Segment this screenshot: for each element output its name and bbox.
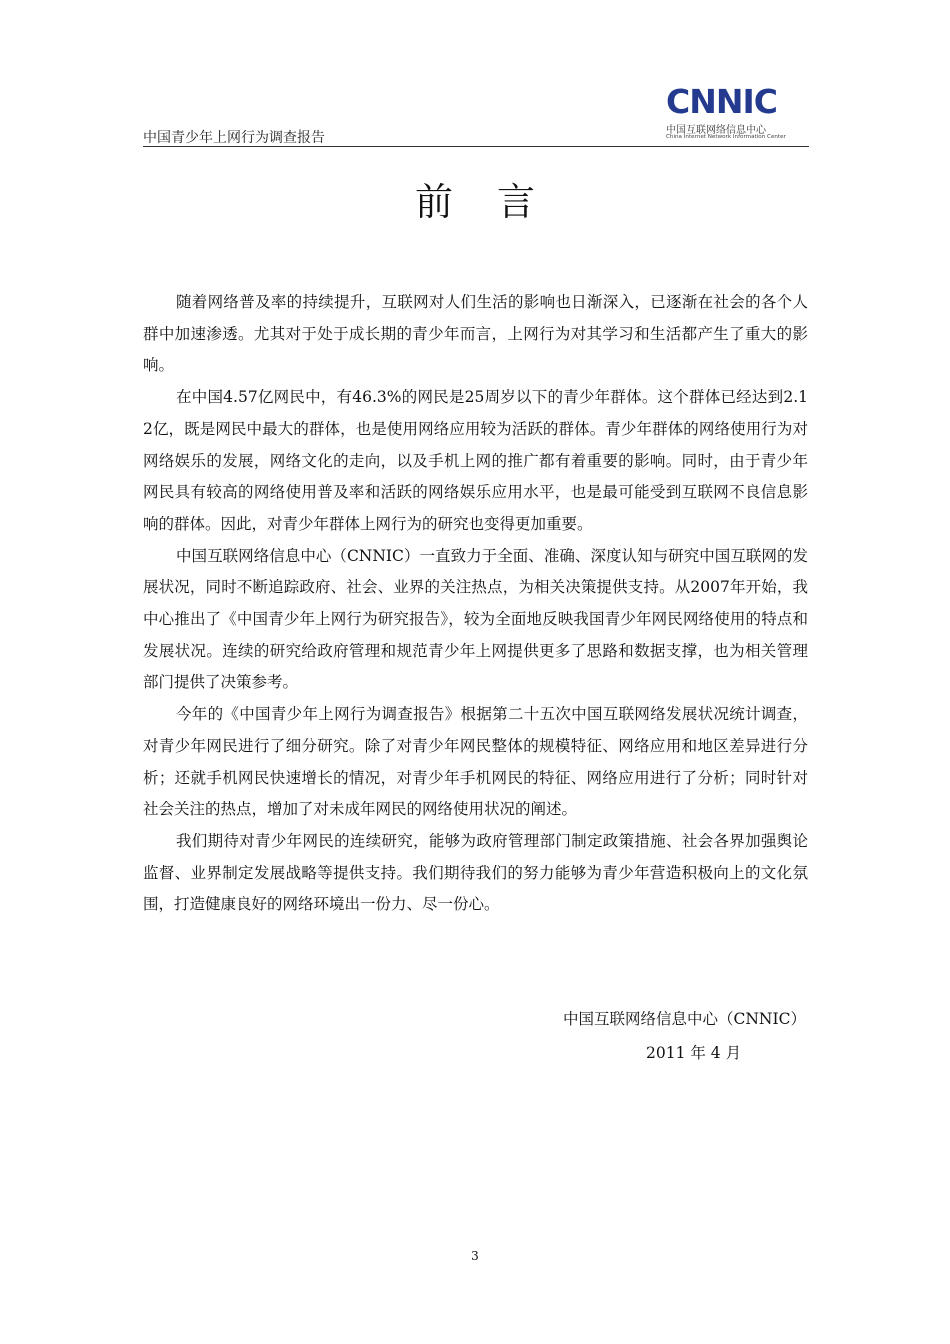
page-number: 3 bbox=[471, 1249, 479, 1263]
signature-organization: 中国互联网络信息中心（CNNIC） bbox=[563, 1010, 806, 1028]
paragraph-4: 今年的《中国青少年上网行为调查报告》根据第二十五次中国互联网络发展状况统计调查，对青少年网民进行了细分研究。除了对青少年网民整体的规模特征、网络应用和地区差异进行分析；还就手机网民快速增长的情况，对青少年手机网民的特征、网络应用进行了分析；同时针对社会关注的热点，增加了对未成年网民的网络使用状况的阐述。 bbox=[143, 705, 808, 819]
page-title: 前言 bbox=[414, 180, 579, 224]
logo-wordmark: CNNIC bbox=[666, 82, 777, 121]
cnnic-logo bbox=[664, 84, 788, 146]
paragraph-1: 随着网络普及率的持续提升，互联网对人们生活的影响也日渐深入，已逐渐在社会的各个人群中加速渗透。尤其对于处于成长期的青少年而言，上网行为对其学习和生活都产生了重大的影响。 bbox=[143, 293, 808, 375]
signature-date: 2011 年 4 月 bbox=[646, 1044, 742, 1062]
header-divider bbox=[143, 146, 809, 147]
body-text bbox=[143, 287, 808, 921]
logo-english-name: China Internet Network Information Center bbox=[666, 134, 786, 140]
paragraph-2: 在中国4.57亿网民中，有46.3%的网民是25周岁以下的青少年群体。这个群体已经达到2.12亿，既是网民中最大的群体，也是使用网络应用较为活跃的群体。青少年群体的网络使用行为对网络娱乐的发展，网络文化的走向，以及手机上网的推广都有着重要的影响。同时，由于青少年网民具有较高的网络使用普及率和活跃的网络娱乐应用水平，也是最可能受到互联网不良信息影响的群体。因此，对青少年群体上网行为的研究也变得更加重要。 bbox=[143, 388, 808, 533]
running-header-title: 中国青少年上网行为调查报告 bbox=[143, 130, 325, 146]
paragraph-5: 我们期待对青少年网民的连续研究，能够为政府管理部门制定政策措施、社会各界加强舆论监督、业界制定发展战略等提供支持。我们期待我们的努力能够为青少年营造积极向上的文化氛围，打造健康良好的网络环境出一份力、尽一份心。 bbox=[143, 831, 808, 914]
paragraph-3: 中国互联网络信息中心（CNNIC）一直致力于全面、准确、深度认知与研究中国互联网的发展状况，同时不断追踪政府、社会、业界的关注热点，为相关决策提供支持。从2007年开始，我中心推出了《中国青少年上网行为研究报告》，较为全面地反映我国青少年网民网络使用的特点和发展状况。连续的研究给政府管理和规范青少年上网提供更多了思路和数据支撑，也为相关管理部门提供了决策参考。 bbox=[143, 546, 808, 692]
logo-chinese-name: 中国互联网络信息中心 bbox=[666, 125, 766, 136]
